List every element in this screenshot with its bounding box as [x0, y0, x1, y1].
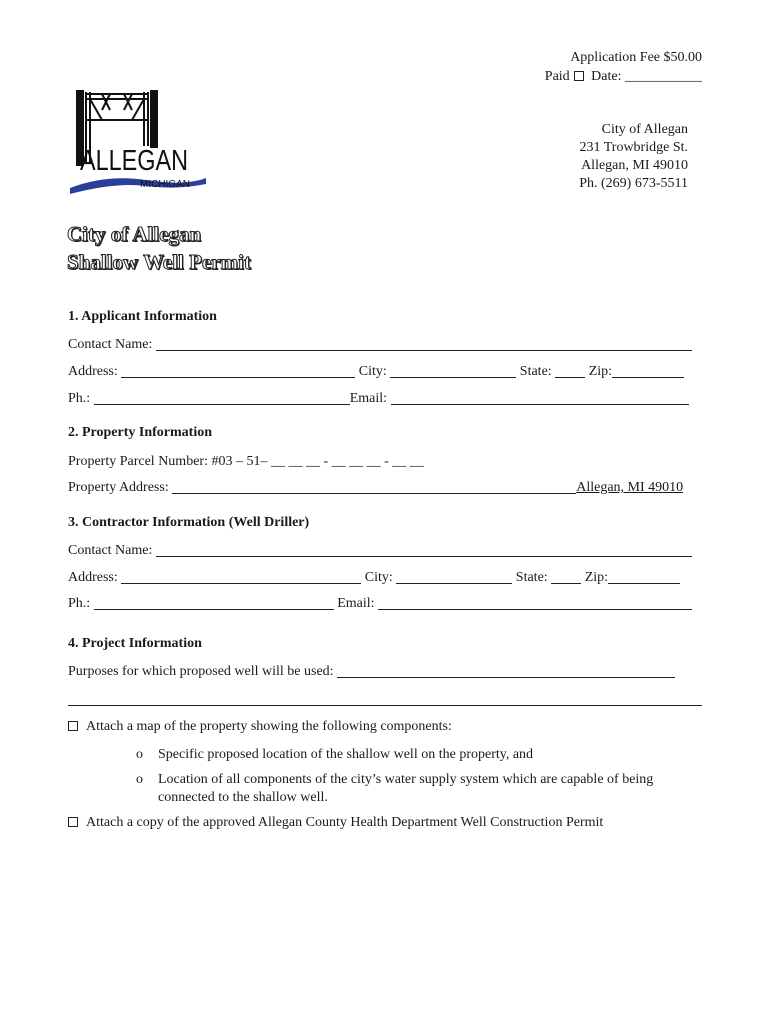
contractor-contact-label: Contact Name:: [68, 543, 153, 558]
bridge-logo-icon: [66, 90, 206, 200]
applicant-city-field[interactable]: [390, 363, 516, 378]
contractor-phone-label: Ph.:: [68, 596, 91, 611]
contractor-phone-row: [68, 595, 692, 613]
applicant-address-row: [68, 363, 684, 381]
project-purposes-continuation-line[interactable]: [68, 705, 702, 706]
city-street: 231 Trowbridge St.: [579, 140, 688, 155]
contractor-address-row: [68, 569, 680, 587]
property-address-field[interactable]: [172, 479, 576, 494]
applicant-city-label: City:: [358, 364, 387, 379]
applicant-email-label: Email:: [349, 391, 388, 406]
checklist-subitem-components: [136, 771, 653, 789]
contractor-zip-field[interactable]: [608, 569, 680, 584]
checklist-subitem-components-cont: connected to the shallow well.: [158, 790, 328, 805]
contractor-contact-field[interactable]: [156, 542, 692, 557]
applicant-zip-field[interactable]: [612, 363, 684, 378]
contractor-email-label: Email:: [337, 596, 375, 611]
city-address: [579, 121, 688, 193]
applicant-phone-label: Ph.:: [68, 391, 91, 406]
title-line2: Shallow Well Permit: [67, 250, 251, 274]
contractor-address-field[interactable]: [121, 569, 361, 584]
applicant-contact-field[interactable]: [156, 336, 692, 351]
contractor-contact-row: [68, 542, 692, 560]
applicant-address-label: Address:: [68, 364, 118, 379]
applicant-contact-label: Contact Name:: [68, 337, 153, 352]
applicant-contact-row: [68, 336, 692, 354]
applicant-address-field[interactable]: [121, 363, 355, 378]
map-checkbox[interactable]: [68, 721, 78, 731]
applicant-zip-label: Zip:: [588, 364, 613, 379]
section-applicant-heading: 1. Applicant Information: [68, 309, 217, 324]
page-title: [67, 220, 251, 276]
project-purposes-row: [68, 663, 675, 681]
contractor-city-label: City:: [364, 570, 393, 585]
circle-bullet-icon: o: [136, 772, 143, 787]
contractor-city-field[interactable]: [396, 569, 512, 584]
checklist-subitem-location-text: Specific proposed location of the shallow well on the property, and: [158, 747, 534, 762]
allegan-logo: [66, 90, 206, 200]
property-parcel-row[interactable]: [68, 453, 424, 471]
paid-label: Paid: [544, 69, 570, 84]
city-citystate: Allegan, MI 49010: [581, 158, 688, 173]
applicant-state-field[interactable]: [555, 363, 585, 378]
section-project-heading: 4. Project Information: [68, 636, 202, 651]
checklist-item-permit: [68, 814, 603, 832]
contractor-zip-label: Zip:: [584, 570, 609, 585]
contractor-state-field[interactable]: [551, 569, 581, 584]
section-property-heading: 2. Property Information: [68, 425, 212, 440]
contractor-state-label: State:: [515, 570, 548, 585]
property-parcel-number[interactable]: Property Parcel Number: #03 – 51– __ __ __ - __ __ __ - __ __: [68, 454, 424, 469]
application-fee: Application Fee $50.00: [570, 50, 702, 65]
checklist-subitem-components-text: Location of all components of the city’s water supply system which are capable of being: [158, 772, 654, 787]
applicant-email-field[interactable]: [391, 390, 689, 405]
logo-subword: MICHIGAN: [140, 179, 190, 190]
project-purposes-field[interactable]: [337, 663, 675, 678]
applicant-phone-field[interactable]: [94, 390, 350, 405]
city-phone: Ph. (269) 673-5511: [579, 176, 688, 191]
fee-block: [545, 48, 702, 86]
permit-checkbox[interactable]: [68, 817, 78, 827]
section-contractor-heading: 3. Contractor Information (Well Driller): [68, 515, 310, 530]
contractor-address-label: Address:: [68, 570, 118, 585]
checklist-subitem-location: [136, 746, 533, 764]
property-address-suffix: Allegan, MI 49010: [576, 480, 684, 495]
checklist-item-map-text: Attach a map of the property showing the following components:: [86, 719, 452, 734]
project-purposes-label: Purposes for which proposed well will be used:: [68, 664, 334, 679]
date-field[interactable]: Date: ___________: [591, 69, 702, 84]
contractor-phone-field[interactable]: [94, 595, 334, 610]
property-address-label: Property Address:: [68, 480, 169, 495]
checklist-item-permit-text: Attach a copy of the approved Allegan County Health Department Well Construction Permit: [86, 815, 604, 830]
applicant-phone-row: [68, 390, 689, 408]
paid-checkbox[interactable]: [574, 71, 584, 81]
checklist-item-map: [68, 718, 452, 736]
city-name: City of Allegan: [601, 122, 688, 137]
paid-date-line: [545, 67, 702, 86]
circle-bullet-icon: o: [136, 747, 143, 762]
applicant-state-label: State:: [519, 364, 552, 379]
title-line1: City of Allegan: [67, 222, 202, 246]
property-address-row: [68, 479, 683, 497]
logo-wordmark: ALLEGAN: [80, 145, 188, 177]
contractor-email-field[interactable]: [378, 595, 692, 610]
